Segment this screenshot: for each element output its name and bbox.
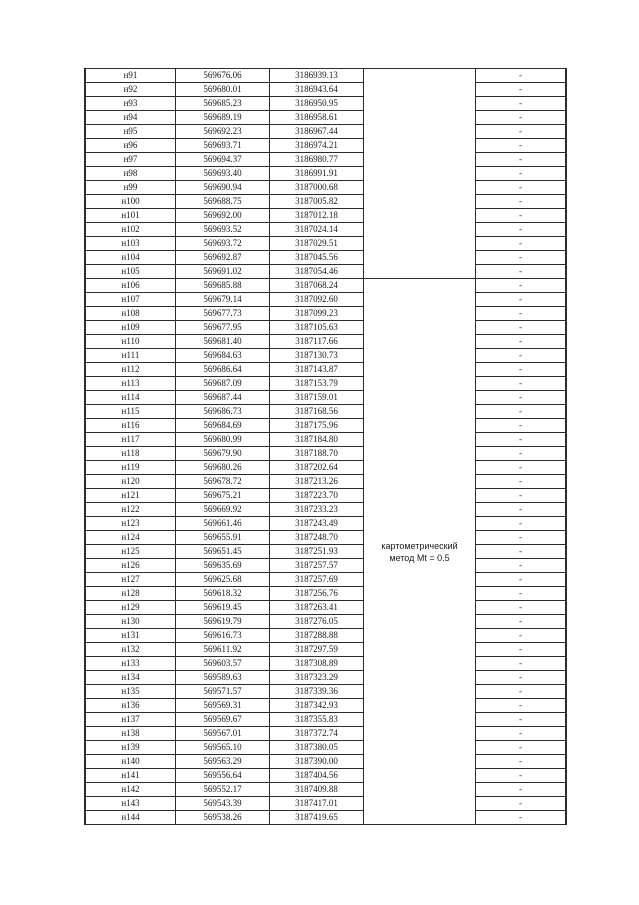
point-id-cell: н99 [85, 181, 176, 195]
point-id-cell: н137 [85, 713, 176, 727]
y-coordinate-cell: 3187233.23 [270, 503, 364, 517]
y-coordinate-cell: 3187159.01 [270, 391, 364, 405]
table-row [85, 447, 566, 461]
point-id-cell: н111 [85, 349, 176, 363]
table-row [85, 419, 566, 433]
y-coordinate-cell: 3187153.79 [270, 377, 364, 391]
y-coordinate-cell: 3187202.64 [270, 461, 364, 475]
y-coordinate-cell: 3187143.87 [270, 363, 364, 377]
x-coordinate-cell: 569651.45 [176, 545, 270, 559]
error-cell: - [476, 783, 567, 797]
y-coordinate-cell: 3187276.05 [270, 615, 364, 629]
error-cell: - [476, 265, 567, 279]
table-row [85, 251, 566, 265]
point-id-cell: н133 [85, 657, 176, 671]
y-coordinate-cell: 3187005.82 [270, 195, 364, 209]
point-id-cell: н138 [85, 727, 176, 741]
x-coordinate-cell: 569684.69 [176, 419, 270, 433]
point-id-cell: н91 [85, 69, 176, 83]
y-coordinate-cell: 3187323.29 [270, 671, 364, 685]
x-coordinate-cell: 569635.69 [176, 559, 270, 573]
table-row [85, 503, 566, 517]
y-coordinate-cell: 3187256.76 [270, 587, 364, 601]
error-cell: - [476, 237, 567, 251]
error-cell: - [476, 559, 567, 573]
table-row [85, 685, 566, 699]
y-coordinate-cell: 3186939.13 [270, 69, 364, 83]
error-cell: - [476, 797, 567, 811]
error-cell: - [476, 377, 567, 391]
y-coordinate-cell: 3187175.96 [270, 419, 364, 433]
y-coordinate-cell: 3187130.73 [270, 349, 364, 363]
table-row [85, 517, 566, 531]
y-coordinate-cell: 3187184.80 [270, 433, 364, 447]
x-coordinate-cell: 569679.90 [176, 447, 270, 461]
x-coordinate-cell: 569693.40 [176, 167, 270, 181]
table-row [85, 363, 566, 377]
error-cell: - [476, 573, 567, 587]
y-coordinate-cell: 3187263.41 [270, 601, 364, 615]
table-row [85, 153, 566, 167]
y-coordinate-cell: 3187297.59 [270, 643, 364, 657]
x-coordinate-cell: 569679.14 [176, 293, 270, 307]
x-coordinate-cell: 569661.46 [176, 517, 270, 531]
y-coordinate-cell: 3187342.93 [270, 699, 364, 713]
y-coordinate-cell: 3187024.14 [270, 223, 364, 237]
y-coordinate-cell: 3187339.36 [270, 685, 364, 699]
error-cell: - [476, 251, 567, 265]
point-id-cell: н134 [85, 671, 176, 685]
point-id-cell: н141 [85, 769, 176, 783]
point-id-cell: н98 [85, 167, 176, 181]
error-cell: - [476, 447, 567, 461]
table-row [85, 69, 566, 83]
table-row [85, 83, 566, 97]
point-id-cell: н139 [85, 741, 176, 755]
point-id-cell: н129 [85, 601, 176, 615]
x-coordinate-cell: 569618.32 [176, 587, 270, 601]
y-coordinate-cell: 3187251.93 [270, 545, 364, 559]
point-id-cell: н126 [85, 559, 176, 573]
y-coordinate-cell: 3187243.49 [270, 517, 364, 531]
error-cell: - [476, 643, 567, 657]
point-id-cell: н101 [85, 209, 176, 223]
error-cell: - [476, 279, 567, 293]
point-id-cell: н127 [85, 573, 176, 587]
error-cell: - [476, 181, 567, 195]
x-coordinate-cell: 569694.37 [176, 153, 270, 167]
error-cell: - [476, 167, 567, 181]
table-row [85, 713, 566, 727]
y-coordinate-cell: 3186943.64 [270, 83, 364, 97]
table-row [85, 111, 566, 125]
point-id-cell: н109 [85, 321, 176, 335]
point-id-cell: н117 [85, 433, 176, 447]
table-row [85, 531, 566, 545]
table-row [85, 475, 566, 489]
point-id-cell: н100 [85, 195, 176, 209]
y-coordinate-cell: 3187092.60 [270, 293, 364, 307]
y-coordinate-cell: 3187105.63 [270, 321, 364, 335]
y-coordinate-cell: 3187380.05 [270, 741, 364, 755]
x-coordinate-cell: 569692.23 [176, 125, 270, 139]
x-coordinate-cell: 569678.72 [176, 475, 270, 489]
table-row [85, 335, 566, 349]
error-cell: - [476, 97, 567, 111]
x-coordinate-cell: 569691.02 [176, 265, 270, 279]
error-cell: - [476, 433, 567, 447]
y-coordinate-cell: 3187308.89 [270, 657, 364, 671]
table-row [85, 125, 566, 139]
table-row [85, 97, 566, 111]
x-coordinate-cell: 569619.45 [176, 601, 270, 615]
point-id-cell: н102 [85, 223, 176, 237]
table-row [85, 279, 566, 293]
table-row [85, 489, 566, 503]
point-id-cell: н94 [85, 111, 176, 125]
error-cell: - [476, 125, 567, 139]
y-coordinate-cell: 3187409.88 [270, 783, 364, 797]
x-coordinate-cell: 569567.01 [176, 727, 270, 741]
table-row [85, 657, 566, 671]
point-id-cell: н143 [85, 797, 176, 811]
error-cell: - [476, 69, 567, 83]
y-coordinate-cell: 3187419.65 [270, 811, 364, 825]
y-coordinate-cell: 3187213.26 [270, 475, 364, 489]
error-cell: - [476, 713, 567, 727]
y-coordinate-cell: 3187029.51 [270, 237, 364, 251]
x-coordinate-cell: 569552.17 [176, 783, 270, 797]
table-row [85, 559, 566, 573]
error-cell: - [476, 755, 567, 769]
x-coordinate-cell: 569538.26 [176, 811, 270, 825]
table-row [85, 769, 566, 783]
error-cell: - [476, 671, 567, 685]
error-cell: - [476, 405, 567, 419]
coordinates-table-body [85, 69, 566, 825]
error-cell: - [476, 615, 567, 629]
table-row [85, 321, 566, 335]
point-id-cell: н131 [85, 629, 176, 643]
y-coordinate-cell: 3187099.23 [270, 307, 364, 321]
table-row [85, 629, 566, 643]
x-coordinate-cell: 569690.94 [176, 181, 270, 195]
x-coordinate-cell: 569688.75 [176, 195, 270, 209]
x-coordinate-cell: 569693.52 [176, 223, 270, 237]
point-id-cell: н144 [85, 811, 176, 825]
table-row [85, 223, 566, 237]
x-coordinate-cell: 569543.39 [176, 797, 270, 811]
x-coordinate-cell: 569675.21 [176, 489, 270, 503]
point-id-cell: н135 [85, 685, 176, 699]
x-coordinate-cell: 569565.10 [176, 741, 270, 755]
method-cell [364, 279, 476, 825]
table-row [85, 573, 566, 587]
y-coordinate-cell: 3187168.56 [270, 405, 364, 419]
y-coordinate-cell: 3187248.70 [270, 531, 364, 545]
x-coordinate-cell: 569603.57 [176, 657, 270, 671]
point-id-cell: н110 [85, 335, 176, 349]
point-id-cell: н95 [85, 125, 176, 139]
error-cell: - [476, 657, 567, 671]
point-id-cell: н120 [85, 475, 176, 489]
error-cell: - [476, 489, 567, 503]
x-coordinate-cell: 569625.68 [176, 573, 270, 587]
table-row [85, 209, 566, 223]
error-cell: - [476, 503, 567, 517]
x-coordinate-cell: 569685.88 [176, 279, 270, 293]
table-row [85, 811, 566, 825]
y-coordinate-cell: 3187355.83 [270, 713, 364, 727]
y-coordinate-cell: 3187257.69 [270, 573, 364, 587]
point-id-cell: н114 [85, 391, 176, 405]
table-row [85, 391, 566, 405]
table-row [85, 307, 566, 321]
x-coordinate-cell: 569589.63 [176, 671, 270, 685]
y-coordinate-cell: 3187404.56 [270, 769, 364, 783]
table-row [85, 265, 566, 279]
table-row [85, 139, 566, 153]
y-coordinate-cell: 3187012.18 [270, 209, 364, 223]
table-row [85, 545, 566, 559]
table-row [85, 671, 566, 685]
point-id-cell: н113 [85, 377, 176, 391]
error-cell: - [476, 741, 567, 755]
y-coordinate-cell: 3186980.77 [270, 153, 364, 167]
y-coordinate-cell: 3187390.00 [270, 755, 364, 769]
point-id-cell: н106 [85, 279, 176, 293]
point-id-cell: н130 [85, 615, 176, 629]
y-coordinate-cell: 3187054.46 [270, 265, 364, 279]
x-coordinate-cell: 569563.29 [176, 755, 270, 769]
x-coordinate-cell: 569569.31 [176, 699, 270, 713]
point-id-cell: н123 [85, 517, 176, 531]
error-cell: - [476, 83, 567, 97]
y-coordinate-cell: 3186967.44 [270, 125, 364, 139]
y-coordinate-cell: 3187117.66 [270, 335, 364, 349]
x-coordinate-cell: 569686.73 [176, 405, 270, 419]
table-row [85, 741, 566, 755]
x-coordinate-cell: 569616.73 [176, 629, 270, 643]
error-cell: - [476, 363, 567, 377]
x-coordinate-cell: 569687.44 [176, 391, 270, 405]
table-row [85, 293, 566, 307]
point-id-cell: н128 [85, 587, 176, 601]
x-coordinate-cell: 569677.95 [176, 321, 270, 335]
method-cell-empty [364, 69, 476, 279]
y-coordinate-cell: 3187188.70 [270, 447, 364, 461]
x-coordinate-cell: 569685.23 [176, 97, 270, 111]
point-id-cell: н118 [85, 447, 176, 461]
point-id-cell: н132 [85, 643, 176, 657]
x-coordinate-cell: 569684.63 [176, 349, 270, 363]
error-cell: - [476, 601, 567, 615]
y-coordinate-cell: 3187417.01 [270, 797, 364, 811]
error-cell: - [476, 699, 567, 713]
error-cell: - [476, 587, 567, 601]
point-id-cell: н121 [85, 489, 176, 503]
point-id-cell: н97 [85, 153, 176, 167]
table-row [85, 727, 566, 741]
error-cell: - [476, 769, 567, 783]
x-coordinate-cell: 569693.71 [176, 139, 270, 153]
y-coordinate-cell: 3186958.61 [270, 111, 364, 125]
point-id-cell: н112 [85, 363, 176, 377]
table-row [85, 699, 566, 713]
table-row [85, 461, 566, 475]
error-cell: - [476, 223, 567, 237]
x-coordinate-cell: 569692.87 [176, 251, 270, 265]
x-coordinate-cell: 569556.64 [176, 769, 270, 783]
table-row [85, 195, 566, 209]
table-row [85, 167, 566, 181]
error-cell: - [476, 629, 567, 643]
x-coordinate-cell: 569677.73 [176, 307, 270, 321]
point-id-cell: н136 [85, 699, 176, 713]
x-coordinate-cell: 569571.57 [176, 685, 270, 699]
point-id-cell: н124 [85, 531, 176, 545]
point-id-cell: н96 [85, 139, 176, 153]
error-cell: - [476, 419, 567, 433]
point-id-cell: н116 [85, 419, 176, 433]
point-id-cell: н93 [85, 97, 176, 111]
x-coordinate-cell: 569569.67 [176, 713, 270, 727]
error-cell: - [476, 153, 567, 167]
x-coordinate-cell: 569669.92 [176, 503, 270, 517]
y-coordinate-cell: 3186974.21 [270, 139, 364, 153]
y-coordinate-cell: 3187045.56 [270, 251, 364, 265]
table-row [85, 405, 566, 419]
point-id-cell: н92 [85, 83, 176, 97]
x-coordinate-cell: 569680.01 [176, 83, 270, 97]
error-cell: - [476, 391, 567, 405]
x-coordinate-cell: 569692.00 [176, 209, 270, 223]
point-id-cell: н125 [85, 545, 176, 559]
error-cell: - [476, 461, 567, 475]
point-id-cell: н107 [85, 293, 176, 307]
error-cell: - [476, 293, 567, 307]
point-id-cell: н140 [85, 755, 176, 769]
x-coordinate-cell: 569689.19 [176, 111, 270, 125]
x-coordinate-cell: 569693.72 [176, 237, 270, 251]
point-id-cell: н115 [85, 405, 176, 419]
y-coordinate-cell: 3187068.24 [270, 279, 364, 293]
error-cell: - [476, 811, 567, 825]
point-id-cell: н104 [85, 251, 176, 265]
table-row [85, 755, 566, 769]
error-cell: - [476, 307, 567, 321]
y-coordinate-cell: 3187257.57 [270, 559, 364, 573]
x-coordinate-cell: 569611.92 [176, 643, 270, 657]
x-coordinate-cell: 569687.09 [176, 377, 270, 391]
y-coordinate-cell: 3187288.88 [270, 629, 364, 643]
x-coordinate-cell: 569655.91 [176, 531, 270, 545]
point-id-cell: н119 [85, 461, 176, 475]
table-row [85, 587, 566, 601]
error-cell: - [476, 517, 567, 531]
table-row [85, 349, 566, 363]
error-cell: - [476, 545, 567, 559]
point-id-cell: н105 [85, 265, 176, 279]
error-cell: - [476, 475, 567, 489]
error-cell: - [476, 111, 567, 125]
point-id-cell: н142 [85, 783, 176, 797]
table-row [85, 237, 566, 251]
error-cell: - [476, 531, 567, 545]
error-cell: - [476, 139, 567, 153]
x-coordinate-cell: 569680.26 [176, 461, 270, 475]
table-row [85, 783, 566, 797]
point-id-cell: н108 [85, 307, 176, 321]
table-row [85, 433, 566, 447]
error-cell: - [476, 685, 567, 699]
table-row [85, 377, 566, 391]
table-row [85, 797, 566, 811]
x-coordinate-cell: 569686.64 [176, 363, 270, 377]
y-coordinate-cell: 3187223.70 [270, 489, 364, 503]
error-cell: - [476, 321, 567, 335]
x-coordinate-cell: 569680.99 [176, 433, 270, 447]
table-row [85, 601, 566, 615]
method-name: картометрический [381, 540, 458, 551]
y-coordinate-cell: 3187000.68 [270, 181, 364, 195]
point-id-cell: н103 [85, 237, 176, 251]
y-coordinate-cell: 3186991.91 [270, 167, 364, 181]
error-cell: - [476, 349, 567, 363]
x-coordinate-cell: 569681.40 [176, 335, 270, 349]
coordinates-table [84, 68, 567, 825]
method-accuracy: метод Mt = 0.5 [389, 552, 450, 563]
y-coordinate-cell: 3186950.95 [270, 97, 364, 111]
x-coordinate-cell: 569676.06 [176, 69, 270, 83]
error-cell: - [476, 209, 567, 223]
table-row [85, 615, 566, 629]
error-cell: - [476, 335, 567, 349]
table-row [85, 643, 566, 657]
y-coordinate-cell: 3187372.74 [270, 727, 364, 741]
point-id-cell: н122 [85, 503, 176, 517]
error-cell: - [476, 727, 567, 741]
x-coordinate-cell: 569619.79 [176, 615, 270, 629]
error-cell: - [476, 195, 567, 209]
table-row [85, 181, 566, 195]
